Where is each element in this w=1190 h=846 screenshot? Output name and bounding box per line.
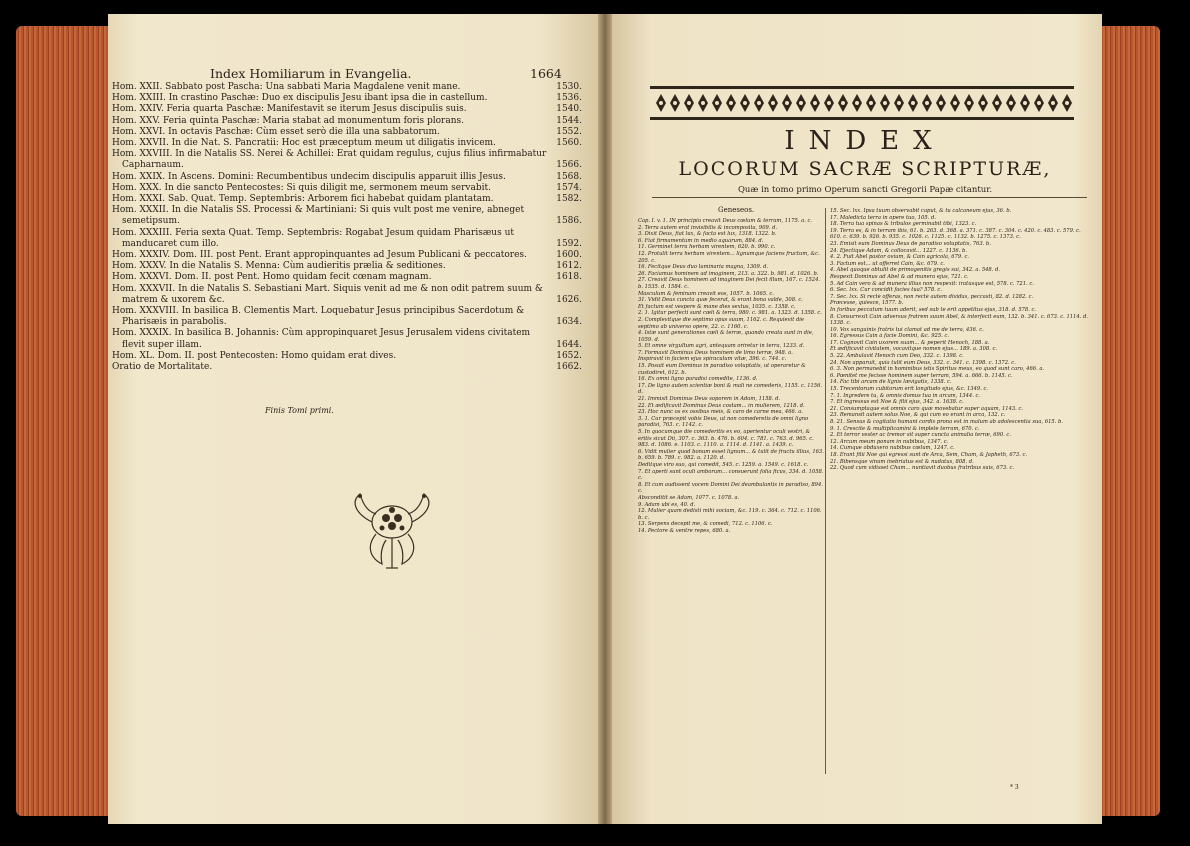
scripture-citation: 5. 22. Ambulavit Henoch cum Deo, 332. c. 1398. c. xyxy=(830,353,964,360)
scripture-citation: In foribus peccatum tuum aderit, sed sub te erit appetitus ejus, 318. d. 578. c. xyxy=(830,306,1037,313)
scripture-citation: 8. Et cum audissent vocem Domini Dei deambulantis in paradiso, 894. c. xyxy=(638,481,823,495)
scripture-citation: 16. Ex omni ligno paradisi comedite, 1136. d. xyxy=(638,376,758,383)
homily-entry-page: 1582. xyxy=(556,194,582,205)
homily-entry xyxy=(112,284,582,306)
homily-entry-page: 1568. xyxy=(556,171,582,182)
scripture-citation: 31. Vidit Deus cuncta quæ fecerat, & erant bona valde, 308. c. xyxy=(638,297,803,304)
homily-entry xyxy=(112,149,582,171)
homily-entry-text: Hom. XXXI. Sab. Quat. Temp. Septembris: Arborem fici habebat quidam plantatam. xyxy=(112,194,494,205)
scripture-citation: Et ædificavit civitatem, vocavitque nomen ejus... 189. a. 308. c. xyxy=(830,346,998,353)
homily-entry-text: Hom. XXXV. In die Natalis S. Menna: Cùm audieritis prælia & seditiones. xyxy=(112,261,446,272)
scripture-citation: 18. Terra tua spinas & tribulos germinabit tibi, 1323. c. xyxy=(830,221,977,228)
homily-entry xyxy=(112,306,582,328)
scripture-citation: 19. Terra es, & in terram ibis, 61. b. 263. d. 368. a. 371. c. 387. c. 304. c. 420. c. 483. c. 579. c. 610. c. 639. b. 926. b. 935. c. 1026. c. 1125. c. 1132. b. 1275. c. 1373. c. xyxy=(830,227,1081,241)
homily-entry-page: 1544. xyxy=(556,115,582,126)
homily-entry-text: Hom. XXXIX. In basilica B. Johannis: Cùm appropinquaret Jesus Jerusalem videns civitatem flevit super illam. xyxy=(112,328,531,350)
scripture-column-right xyxy=(830,208,1088,472)
scripture-citation: 17. Cognovit Cain uxorem suam... & peperit Henoch, 188. a. xyxy=(830,339,990,346)
scripture-citation: Et factum est vespere & mane dies sextus, 1035. c. 1358. c. xyxy=(638,303,796,310)
scripture-citation: Inspiravit in faciem ejus spiraculum vitæ, 396. c. 744. c. xyxy=(638,356,787,363)
scripture-citation: 7. Et ingressus est Noe & filii ejus, 342. a. 1638. c. xyxy=(830,399,964,406)
page-number: 1664 xyxy=(530,66,562,81)
homily-entry-text: Oratio de Mortalitate. xyxy=(112,362,213,373)
homily-entry xyxy=(112,82,582,93)
homily-entry-page: 1540. xyxy=(556,104,582,115)
homily-entry-text: Hom. XL. Dom. II. post Pentecosten: Homo quidam erat dives. xyxy=(112,350,397,361)
homily-entry-page: 1626. xyxy=(556,294,582,305)
scripture-citation: 5. Et omne virgultum agri, antequam oriretur in terra, 1233. d. xyxy=(638,343,805,350)
title-rule xyxy=(652,197,1087,198)
scripture-citation: 7. Et aperti sunt oculi amborum... consuerunt folia ficus, 334. d. 1058. c. xyxy=(638,468,824,482)
scripture-citation: 24. Ejectique Adam, & collocavit... 1227. c. 1136. b. xyxy=(830,247,967,254)
scripture-citation: 11. Germinet terra herbam virentem, 620. b. 990. c. xyxy=(638,244,776,251)
running-head-title: Index Homiliarum in Evangelia. xyxy=(210,66,412,81)
scripture-citation: 9. Adam ubi es, 40. d. xyxy=(638,501,696,508)
index-subtitle: Quæ in tomo primo Operum sancti Gregorii Papæ citantur. xyxy=(737,185,993,195)
homily-entry-text: Hom. XXVI. In octavis Paschæ: Cùm esset serò die illa una sabbatorum. xyxy=(112,126,440,137)
page-edges-left xyxy=(16,26,112,816)
homily-entry-text: Hom. XXVII. In die Nat. S. Pancratii: Hoc est præceptum meum ut diligatis invicem. xyxy=(112,138,496,149)
scripture-citation: Masculum & feminam creavit eos, 1057. b. 1065. c. xyxy=(638,290,774,297)
homily-entry-page: 1560. xyxy=(556,138,582,149)
homily-entry xyxy=(112,183,582,194)
homily-entry xyxy=(112,172,582,183)
homily-entry-text: Hom. XXV. Feria quinta Paschæ: Maria stabat ad monumentum foris plorans. xyxy=(112,115,464,126)
scripture-citation: 15. Posuit eum Dominus in paradiso voluptatis, ut operaretur & custodiret, 612. b. xyxy=(638,363,806,376)
homily-entry-page: 1586. xyxy=(556,216,582,227)
scripture-citation: 6. Pœnitet me fecisse hominem super terram, 594. a. 666. b. 1145. c. xyxy=(830,372,1013,379)
homily-entry-text: Hom. XXIX. In Ascens. Domini: Recumbentibus undecim discipulis apparuit illis Jesus. xyxy=(112,171,506,182)
homily-entry-page: 1536. xyxy=(556,93,582,104)
finis-line: Finis Tomi primi. xyxy=(265,406,334,415)
homily-entry-page: 1600. xyxy=(556,250,582,261)
homily-entry-text: Hom. XXXVII. In die Natalis S. Sebastiani Mart. Siquis venit ad me & non odit patrem suum & matrem & uxorem &c. xyxy=(112,283,543,305)
scripture-citation: 3. 1. Cur præcepit vobis Deus, ut non comederetis de omni ligno paradisi, 763. c. 1142. c. xyxy=(638,415,809,429)
scripture-citation: 6. Vidit mulier quod bonum esset lignum... & tulit de fructu illius, 163. b. 659. b. 789. c. 982. a. 1120. d. xyxy=(638,448,824,462)
scripture-citation: 4. Istæ sunt generationes cœli & terræ, quando creata sunt in die, 1059. d. xyxy=(638,330,814,343)
homily-entry xyxy=(112,116,582,127)
scripture-citation: 16. Fecitque Deus duo luminaria magna, 1309. d. xyxy=(638,264,769,271)
homily-index-list xyxy=(112,82,582,373)
scripture-citation: 15. Trecentorum cubitorum erit longitudo ejus, &c. 1349. c. xyxy=(830,386,989,393)
homily-entry xyxy=(112,205,582,227)
homily-entry-page: 1552. xyxy=(556,126,582,137)
homily-entry xyxy=(112,261,582,272)
scripture-citation: 2. Et terror vester ac tremor sit super cuncta animalia terræ, 690. c. xyxy=(830,432,1011,439)
scripture-column-left xyxy=(638,218,824,535)
signature-mark: * 3 xyxy=(1010,784,1019,791)
scripture-citation: 21. Consumptaque est omnis caro quæ movebatur super aquam, 1143. c. xyxy=(830,405,1024,412)
scripture-citation: 2. 1. Igitur perfecti sunt cœli & terra, 980. c. 981. a. 1323. d. 1358. c. xyxy=(638,310,822,317)
scripture-citation: 17. Maledicta terra in opere tuo, 105. d. xyxy=(830,214,936,221)
homily-entry xyxy=(112,228,582,250)
scripture-citation: 21. Immisit Dominus Deus soporem in Adam, 1158. d. xyxy=(638,396,781,403)
headpiece-ornament-icon xyxy=(650,86,1074,120)
homily-entry xyxy=(112,194,582,205)
scripture-citation: 14. Fac tibi arcam de lignis lævigatis, 1338. c. xyxy=(830,379,952,386)
scripture-citation: 17. De ligno autem scientiæ boni & mali ne comederis, 1155. c. 1156. d. xyxy=(638,382,823,396)
book-gutter xyxy=(598,14,612,824)
scripture-citation: 7. Formavit Dominus Deus hominem de limo terræ, 948. a. xyxy=(638,349,793,356)
scripture-citation: 26. Faciamus hominem ad imaginem, 213. a. 322. b. 981. d. 1026. b. xyxy=(638,270,819,277)
scripture-citation: 5. Ad Cain vero & ad munera illius non respexit: iratusque est, 578. c. 721. c. xyxy=(830,280,1034,287)
scripture-citation: 18. Erant filii Noe qui egressi sunt de Arca, Sem, Cham, & Japheth, 673. c. xyxy=(830,451,1028,458)
scripture-citation: 27. Creavit Deus hominem ad imaginem Dei fecit illum, 167. c. 1524. b. 1535. d. 1584. c. xyxy=(638,277,821,290)
homily-entry-text: Hom. XXXIV. Dom. III. post Pent. Erant appropinquantes ad Jesum Publicani & peccatores. xyxy=(112,250,527,261)
scripture-citation: 23. Hoc nunc os ex ossibus meis, & caro de carne mea, 466. a. xyxy=(638,409,803,416)
scripture-citation: 10. Vox sanguinis fratris tui clamat ad me de terra, 436. c. xyxy=(830,326,984,333)
homily-entry-page: 1612. xyxy=(556,261,582,272)
index-title: INDEX xyxy=(784,126,946,156)
homily-entry-page: 1592. xyxy=(556,238,582,249)
scripture-citation: 12. Mulier quam dedisti mihi sociam, &c. 119. c. 364. c. 712. c. 1106. b. c. xyxy=(638,508,822,521)
column-separator xyxy=(825,208,826,774)
scripture-citation: Absconditit se Adam, 1077. c. 1078. a. xyxy=(638,494,740,501)
scripture-citation: Cap. I. v. 1. IN principio creavit Deus cœlum & terram, 1175. a. c. xyxy=(638,218,813,224)
homily-entry xyxy=(112,328,582,350)
homily-entry-page: 1574. xyxy=(556,182,582,193)
scripture-citation: 4. Abel quoque obtulit de primogenitis gregis sui, 342. a. 548. d. xyxy=(830,267,1000,274)
homily-entry-page: 1644. xyxy=(556,339,582,350)
scripture-citation: Respexit Dominus ad Abel & ad munera ejus, 721. c. xyxy=(830,273,969,280)
page-edges-right xyxy=(1098,26,1160,816)
homily-entry-text: Hom. XXX. In die sancto Pentecostes: Si quis diligit me, sermonem meum servabit. xyxy=(112,182,491,193)
homily-entry xyxy=(112,351,582,362)
scripture-citation: 13. Serpens decepit me, & comedi, 712. c. 1106. c. xyxy=(638,521,773,528)
scripture-citation: Deditque viro suo, qui comedit, 545. c. 1259. a. 1549. c. 1618. c. xyxy=(638,461,809,468)
scripture-citation: 7. 1. Ingredere tu, & omnis domus tua in arcam, 1344. c. xyxy=(830,392,981,399)
scripture-citation: 8. Consurrexit Cain adversus fratrem suum Abel, & interfecit eum, 132. b. 341. c. 673. c. 1114. d. 1338. c. xyxy=(830,313,1088,327)
scripture-citation: 8. 21. Sensus & cogitatio humani cordis prona est in malum ab adolescentia sua, 615. b. xyxy=(830,419,1063,425)
scripture-citation: 12. Arcum meum ponam in nubibus, 1347. c. xyxy=(830,438,949,445)
index-subject-title: LOCORUM SACRÆ SCRIPTURÆ, xyxy=(678,158,1052,180)
homily-entry-page: 1662. xyxy=(556,362,582,373)
scripture-citation: 22. Quod cum vidisset Cham... nuntiavit duobus fratribus suis, 673. c. xyxy=(830,465,1015,472)
homily-entry-text: Hom. XXIV. Feria quarta Paschæ: Manifestavit se iterum Jesus discipulis suis. xyxy=(112,104,467,115)
scripture-citation: 6. Sec. lxx. Cur concidit facies tua? 578. c. xyxy=(830,287,942,294)
scripture-citation: 4. 2. Fuit Abel pastor ovium, & Cain agricola, 679. c. xyxy=(830,254,970,261)
homily-entry-page: 1652. xyxy=(556,350,582,361)
homily-entry-text: Hom. XXIII. In crastino Paschæ: Duo ex discipulis Jesu ibant ipsa die in castellum. xyxy=(112,93,488,104)
homily-entry xyxy=(112,272,582,283)
homily-entry-text: Hom. XXXIII. Feria sexta Quat. Temp. Septembris: Rogabat Jesum quidam Pharisæus ut manducaret cum illo. xyxy=(112,227,514,249)
scripture-citation: 2. Complevitque die septimo opus suum, 1162. c. Requievit die septimo ab universo opere, 22. c. 1160. c. xyxy=(638,316,804,330)
homily-entry xyxy=(112,138,582,149)
homily-entry xyxy=(112,93,582,104)
scripture-citation: 23. Emisit eum Dominus Deus de paradiso voluptatis, 763. b. xyxy=(830,240,991,247)
homily-entry xyxy=(112,362,582,373)
scripture-citation: 6. 3. Non permanebit in hominibus istis Spiritus meus, eo quod sunt caro, 466. a. xyxy=(830,366,1045,373)
homily-entry-text: Hom. XXXVI. Dom. II. post Pent. Homo quidam fecit cœnam magnam. xyxy=(112,272,432,283)
scripture-citation: 23. Remansit autem solus Noe, & qui cum eo erant in arca, 132. c. xyxy=(830,412,1006,419)
homily-entry-text: Hom. XXVIII. In die Natalis SS. Nerei & Achillei: Erat quidam regulus, cujus filius infirmabatur Capharnaum. xyxy=(112,149,547,171)
scripture-citation: 24. Non apparuit, quia tulit eum Deus, 332. c. 341. c. 1398. c. 1372. c. xyxy=(830,359,1016,366)
scripture-citation: 16. Egressus Cain à facie Domini, &c. 925. c. xyxy=(830,333,950,340)
homily-entry-page: 1634. xyxy=(556,317,582,328)
homily-entry-page: 1618. xyxy=(556,272,582,283)
scripture-citation: 21. Bibensque vinum inebriatus est & nudatus, 808. d. xyxy=(830,458,974,465)
scripture-citation: 14. Cumque obduxero nubibus cœlum, 1247. c. xyxy=(830,445,955,452)
scripture-citation: 3. Dixit Deus, fiat lux, & facta est lux, 1318. 1322. b. xyxy=(638,231,777,238)
scripture-citation: 22. Et ædificavit Dominus Deus costam... in mulierem, 1218. d. xyxy=(638,402,805,409)
scripture-citation: 15. Sec. lxx. Ipsa tuum observabit caput, & tu calcaneum ejus, 36. b. xyxy=(830,208,1012,214)
scripture-citation: 9. 1. Crescite & multiplicamini & implete terram, 670. c. xyxy=(830,425,980,432)
scripture-citation: 3. Factum est... ut offerret Cain, &c. 679. c. xyxy=(830,260,945,267)
fleuron-ornament-icon xyxy=(346,484,438,572)
homily-entry-page: 1566. xyxy=(556,160,582,171)
section-heading: Geneseos. xyxy=(718,206,755,214)
homily-entry-text: Hom. XXII. Sabbato post Pascha: Una sabbati Maria Magdalene venit mane. xyxy=(112,82,461,92)
scripture-citation: 6. Fiat firmamentum in medio aquarum, 884. d. xyxy=(638,237,764,244)
scripture-citation: 2. Terra autem erat invisibilis & incomposita, 909. d. xyxy=(638,224,778,231)
homily-entry xyxy=(112,127,582,138)
homily-entry-text: Hom. XXXVIII. In basilica B. Clementis Mart. Loquebatur Jesus principibus Sacerdotum & Pharisæis in parabolis. xyxy=(112,306,525,328)
scripture-citation: 14. Pectore & ventre repes, 680. a. xyxy=(638,527,731,534)
scripture-citation: 7. Sec. lxx. Si rectè offeras, non rectè autem dividas, peccasti, 82. d. 1282. c. xyxy=(830,293,1034,300)
homily-entry-text: Hom. XXXII. In die Natalis SS. Processi & Martiniani: Si quis vult post me venire, abneget semetipsum. xyxy=(112,205,525,227)
scripture-citation: 12. Protulit terra herbam virentem... lignumque faciens fructum, &c. 205. c. xyxy=(638,250,820,264)
homily-entry xyxy=(112,250,582,261)
scripture-citation: Præcesse, quiesce, 1577. b. xyxy=(830,300,904,307)
scripture-citation: 5. In quocumque die comederitis ex eo, aperientur oculi vestri, & eritis sicut Dii, 307. c. 363. b. 476. b. 604. c. 781. c. 763. d. 965. c. 983. d. 1086. e. 1103. c. 1110. a. 1114. d. 1141. a. 1439. c. xyxy=(638,429,814,449)
homily-entry xyxy=(112,104,582,115)
homily-entry-page: 1530. xyxy=(556,82,582,92)
